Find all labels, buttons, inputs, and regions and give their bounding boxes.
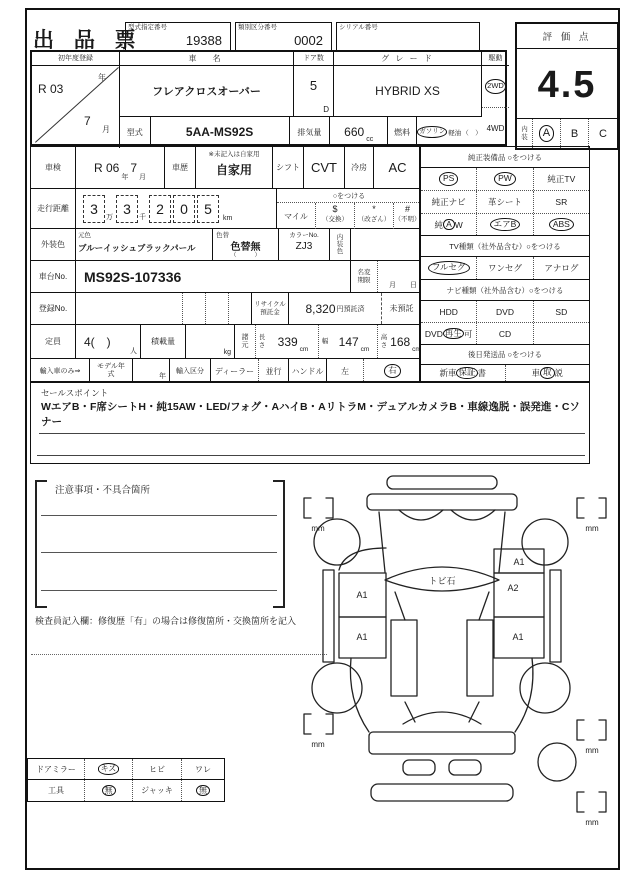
vehicle-block [30, 50, 507, 146]
navi-type-header: ナビ種類（社外品含む）○をつける [421, 280, 589, 301]
color-change-paren: （ ） [230, 253, 261, 259]
legend-tools-none [84, 780, 132, 801]
inspector-note: 検査員記入欄：修復歴「有」の場合は修復箇所・交換箇所を記入 [35, 616, 297, 626]
interior-grade-b: B [560, 119, 588, 148]
flag-dollar: $ （交換） [315, 203, 354, 229]
displacement-label: 排気量 [290, 117, 330, 147]
length-cell: 339 cm [268, 325, 319, 358]
circled-ps: PS [439, 172, 458, 186]
equip-blank [533, 323, 589, 344]
flag-mile: マイル [284, 211, 308, 221]
model-year-label: モデル年式 [90, 359, 133, 383]
odometer-digit: 2 [149, 195, 171, 223]
legend-jack: ジャッキ [132, 780, 181, 801]
sales-points-label: セールスポイント [41, 388, 109, 398]
equip-owners-manual: 車 取 説 [505, 365, 590, 381]
first-registration-cell [32, 52, 120, 148]
interior-grade-c: C [588, 119, 617, 148]
history-note: ※未記入は自家用 [208, 151, 260, 158]
handle-left: 左 [341, 366, 349, 376]
circled-fullseg: フルセグ [428, 261, 470, 275]
tread-unit-spare: mm [585, 818, 599, 827]
odometer-digit: 5 [197, 195, 219, 223]
model-designation-value: 19388 [185, 33, 222, 48]
import-parallel: 並行 [258, 359, 289, 383]
color-no-cell [279, 229, 330, 260]
recycle-suffix: 円預託済 [336, 305, 365, 313]
drive-label: 駆動 [482, 52, 509, 66]
color-change-label: 色替 [216, 232, 229, 239]
equip-pw [476, 168, 532, 190]
circled-2wd: 2WD [485, 79, 506, 94]
height-cell: 168 cm [390, 334, 421, 353]
equipment-panel [420, 146, 590, 382]
width-label: 幅 [321, 337, 329, 345]
drive-cell [482, 52, 509, 148]
odometer-unit-sen: 千 [139, 214, 146, 221]
shift-value: CVT [304, 147, 345, 188]
equip-oneseg: ワンセグ [476, 257, 532, 279]
import-class-label: 輸入区分 [170, 359, 211, 383]
exterior-color-label: 外装色 [31, 229, 76, 260]
equip-leather-seat: 革シート [476, 191, 532, 213]
legend-table [27, 758, 225, 802]
inspection-label: 車検 [31, 147, 76, 188]
circled-none-1: 無 [102, 785, 116, 796]
equip-sunroof: SR [533, 191, 589, 213]
right-front-door-shape [494, 573, 544, 617]
color-change-cell [213, 229, 279, 260]
odometer-digit: 3 [83, 195, 105, 223]
capacity-unit: 人 [130, 348, 137, 355]
circled-manual: 取 [540, 367, 555, 379]
equip-genuine-navi: 純正ナビ [431, 197, 466, 207]
left-fender-shape [339, 548, 386, 570]
fuel-label: 燃料 [388, 117, 417, 147]
equip-hdd: HDD [439, 306, 458, 317]
legend-break: ワレ [181, 759, 224, 779]
score-box [515, 22, 619, 150]
car-name-label: 車 名 [120, 52, 293, 66]
equip-analog: アナログ [533, 257, 589, 279]
circled-warranty: 保証 [458, 367, 476, 378]
score-header: 評 価 点 [517, 24, 617, 49]
interior-grade-row [517, 118, 617, 148]
rear-panel-shape [369, 732, 515, 754]
name-change-label: 名変期限 [351, 261, 378, 292]
color-change-value: 色替無 [230, 242, 261, 253]
row-chassis [31, 261, 421, 293]
tread-unit-fr: mm [585, 524, 599, 533]
model-year-cell: 年 [133, 359, 170, 383]
displacement-unit: cc [366, 136, 374, 143]
doors-label: ドア数 [294, 52, 333, 66]
drive-4wd: 4WD [486, 123, 505, 133]
shift-label: シフト [273, 147, 304, 188]
recycle-value: 8,320 [305, 301, 336, 316]
orig-color-label: 元色 [78, 232, 91, 239]
class-number-box [235, 22, 332, 52]
defect-bracket-left [35, 480, 47, 608]
import-label: 輸入車のみ⇒ [31, 359, 90, 383]
damage-left-rear-door: A1 [356, 632, 368, 642]
equip-dvd: DVD [476, 301, 532, 322]
inspection-year: R 06 [93, 160, 120, 175]
class-number-value: 0002 [294, 33, 323, 48]
model-designation-box [125, 22, 231, 52]
model-code-label: 型式 [120, 117, 151, 147]
registration-cell-2 [205, 293, 228, 324]
front-bumper-shape [387, 476, 497, 489]
rear-left-tire [312, 663, 362, 713]
handle-right [363, 359, 421, 383]
tv-type-header: TV種類（社外品含む）○をつける [421, 236, 589, 257]
chassis-label: 車台No. [31, 261, 76, 292]
equip-dvd-playable: DVD 再生 可 [424, 327, 473, 339]
score-value: 4.5 [537, 63, 597, 106]
grade-value: HYBRID XS [375, 84, 440, 98]
year-unit: 年 [98, 73, 106, 82]
defect-bracket-right [273, 480, 285, 608]
circled-a: A [539, 125, 554, 142]
row-exterior-color [31, 229, 421, 261]
mileage-flags [277, 189, 421, 228]
capacity-value: 4( ) [84, 335, 111, 349]
first-registration-year: R 03 [38, 82, 64, 96]
equip-ps [421, 168, 476, 190]
history-cell [196, 147, 273, 188]
height-label: 高さ [380, 334, 388, 349]
width-cell: 147 cm [331, 325, 378, 358]
equip-abs [533, 214, 589, 235]
cooling-label: 冷房 [345, 147, 374, 188]
handle-label: ハンドル [289, 359, 327, 383]
flag-hash: # （不明） [393, 203, 421, 229]
load-cell [186, 325, 235, 358]
legend-door-mirror: ドアミラー [36, 764, 76, 774]
interior-color-label: 内装色 [330, 229, 351, 260]
registration-cell-3 [228, 293, 252, 324]
doors-unit: D [323, 105, 329, 114]
row-mileage [31, 189, 421, 229]
spare-tire [538, 743, 576, 781]
registration-blank [76, 293, 182, 324]
legend-crack: ヒビ [132, 759, 181, 779]
inspection-month-unit: 月 [139, 174, 147, 181]
headlight-left-shape [399, 510, 443, 520]
history-value: 自家用 [215, 163, 252, 177]
inspector-dotted-line [31, 654, 327, 655]
tread-unit-rr: mm [585, 746, 599, 755]
odometer-digit: 3 [116, 195, 138, 223]
equip-warranty-book: 新車 保証 書 [439, 367, 487, 378]
auction-sheet [25, 8, 620, 870]
load-unit: kg [223, 349, 231, 356]
front-panel-shape [367, 494, 517, 510]
displacement-value: 660 [344, 125, 365, 139]
capacity-cell [76, 325, 141, 358]
length-label: 長さ [258, 334, 266, 349]
fuel-value-cell [417, 117, 482, 147]
circled-none-2: 無 [196, 785, 210, 796]
recycle-label: リサイクル預託金 [252, 293, 289, 324]
tread-unit-fl: mm [311, 524, 325, 533]
circled-airbag: エアB [490, 218, 521, 232]
name-change-date: 月 日 [389, 282, 417, 289]
row-registration [31, 293, 421, 325]
genuine-equipment-header: 純正装備品 ○をつける [421, 147, 589, 168]
class-number-label: 類別区分番号 [238, 24, 277, 31]
first-registration-month: 7 [84, 114, 91, 128]
odometer [76, 189, 277, 228]
interior-grade-a [532, 119, 560, 148]
circled-right-handle: 右 [384, 364, 401, 378]
inspection-year-unit: 年 [121, 174, 129, 181]
odometer-unit-man: 万 [106, 214, 113, 221]
tread-unit-rl: mm [311, 740, 325, 749]
equip-fullseg [421, 257, 476, 279]
import-dealer: ディーラー [214, 366, 255, 376]
headlight-right-shape [451, 510, 495, 520]
chassis-value: MS92S-107336 [76, 261, 351, 292]
flag-star: * （改ざん） [354, 203, 393, 229]
left-rocker-shape [323, 570, 334, 662]
defect-line-2 [41, 552, 277, 553]
registration-label: 登録No. [31, 293, 76, 324]
later-shipment-header: 後日発送品 ○をつける [421, 345, 589, 365]
front-right-tire [522, 519, 568, 565]
vehicle-damage-diagram [299, 470, 623, 832]
history-label: 車歴 [165, 147, 196, 188]
recycle-none: 未預託 [381, 293, 421, 324]
registration-cell-1 [182, 293, 205, 324]
doors-value: 5 [309, 77, 318, 93]
legend-scratch [84, 759, 132, 779]
damage-right-rear-door: A1 [512, 632, 524, 642]
sales-points-box [30, 382, 590, 464]
drive-2wd [482, 66, 509, 108]
damage-right-front-fender: A1 [513, 557, 525, 567]
rear-bumper-shape [371, 784, 513, 801]
row-import [31, 359, 421, 383]
fuel-diesel: 軽油 [448, 129, 462, 137]
mileage-label: 走行距離 [31, 189, 76, 228]
legend-tools: 工具 [48, 786, 64, 795]
circled-dvd-play: 再生 [444, 327, 462, 338]
serial-number-box [336, 22, 480, 52]
legend-jack-none [181, 780, 224, 801]
grade-label: グ レ ー ド [334, 52, 481, 66]
damage-windshield-stone: トビ石 [428, 576, 456, 586]
circled-scratch: キズ [98, 763, 120, 774]
right-rocker-shape [550, 570, 561, 662]
orig-color-cell [76, 229, 213, 260]
row-dimensions [31, 325, 421, 359]
inspection-value [76, 147, 165, 188]
defect-title: 注意事項・不具合箇所 [55, 485, 151, 496]
car-name-cell [120, 52, 294, 116]
sheet-title: 出 品 票 [33, 29, 143, 52]
equip-sd: SD [533, 301, 589, 322]
circled-gasoline: ガソリン [417, 126, 447, 137]
color-no-label: カラーNo. [289, 232, 319, 239]
interior-color-value [351, 229, 421, 260]
fuel-paren: （ ） [462, 129, 482, 137]
equip-cd: CD [476, 323, 532, 344]
load-label: 積載量 [141, 325, 186, 358]
first-registration-label: 初年度登録 [32, 52, 119, 66]
odometer-unit-km: km [223, 215, 233, 222]
circled-pw: PW [494, 172, 516, 186]
defect-line-1 [41, 515, 277, 516]
defect-line-3 [41, 590, 277, 591]
row-inspection [31, 147, 421, 189]
orig-color-value: ブルーイッシュブラックパール [78, 243, 196, 253]
rear-right-tire [520, 663, 570, 713]
inspection-month: 7 [130, 160, 138, 175]
capacity-label: 定員 [31, 325, 76, 358]
car-name-value: フレアクロスオーバー [152, 86, 261, 98]
recycle-value-cell [289, 293, 381, 324]
cooling-value: AC [388, 160, 407, 175]
circled-abs: ABS [549, 218, 574, 232]
doors-cell [294, 52, 334, 116]
equip-airbag [476, 214, 532, 235]
spec-label: 諸元 [235, 325, 256, 358]
model-designation-label: 型式指定番号 [128, 24, 167, 31]
vehicle-row2 [120, 116, 482, 147]
sales-points-blank-line [37, 455, 585, 456]
circled-aw: A [443, 219, 455, 231]
circle-header: ○をつける [277, 189, 421, 203]
displacement-value-cell [330, 117, 388, 147]
serial-number-label: シリアル番号 [339, 24, 378, 31]
odometer-digit: 0 [173, 195, 195, 223]
damage-right-front-door: A2 [507, 583, 519, 593]
equip-genuine-aw: 純 A W [434, 218, 463, 230]
sales-points-text: WエアB・F席シートH・純15AW・LED/フォグ・AハイB・AリトラM・デュアルカメラB・車線逸脱・誤発進・Cソナー [39, 399, 585, 434]
info-table [30, 146, 420, 382]
model-code-value: 5AA-MS92S [151, 117, 290, 147]
equip-genuine-tv: 純正TV [533, 168, 589, 190]
grade-cell [334, 52, 482, 116]
month-unit: 月 [102, 125, 110, 134]
interior-label: 内装 [521, 126, 528, 141]
damage-left-front-door: A1 [356, 590, 368, 600]
color-no-value: ZJ3 [295, 241, 313, 252]
